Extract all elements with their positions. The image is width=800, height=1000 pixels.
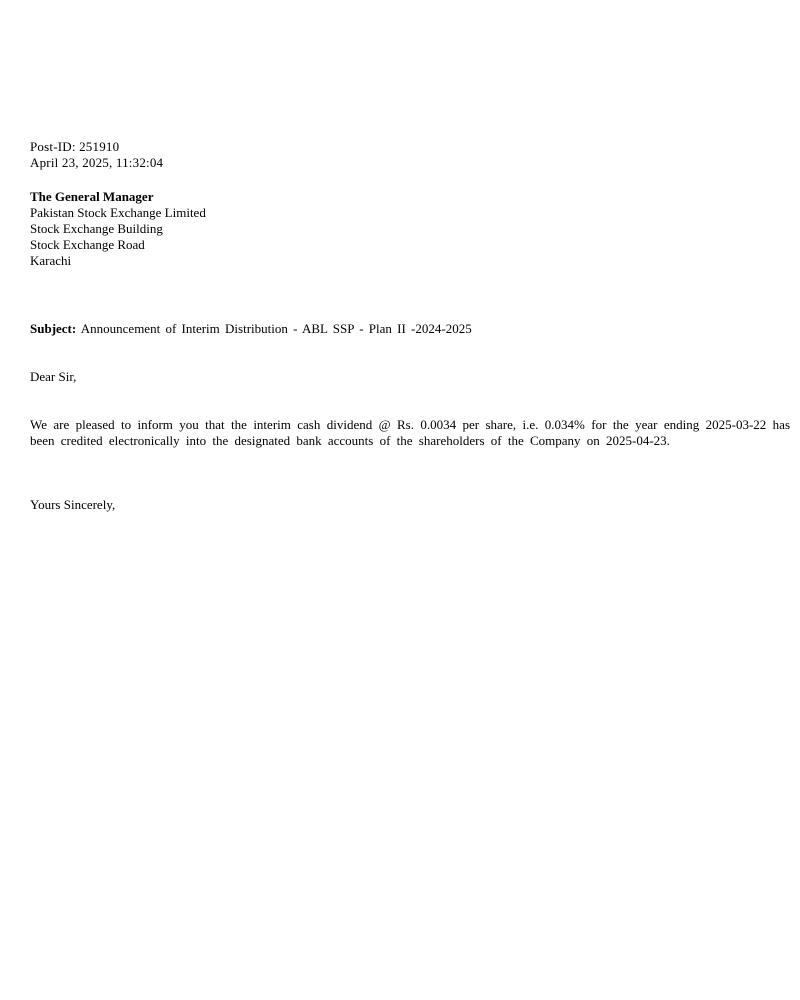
recipient-block xyxy=(30,189,790,269)
post-datetime: April 23, 2025, 11:32:04 xyxy=(30,155,164,170)
subject-line xyxy=(30,321,790,337)
salutation: Dear Sir, xyxy=(30,369,77,384)
post-id: Post-ID: 251910 xyxy=(30,139,120,154)
subject-label: Subject: xyxy=(30,321,77,336)
closing: Yours Sincerely, xyxy=(30,497,116,512)
recipient-address-line-3: Stock Exchange Road xyxy=(30,237,145,252)
body-paragraph: We are pleased to inform you that the interim cash dividend @ Rs. 0.0034 per share, i.e. 0.034% for the year ending 2025-03-22 has been credited electronically into the designated bank accounts of the shareholders of the Company on 2025-04-23. xyxy=(30,417,790,448)
recipient-name: The General Manager xyxy=(30,189,154,204)
recipient-address-line-1: Pakistan Stock Exchange Limited xyxy=(30,205,206,220)
subject-text: Announcement of Interim Distribution - ABL SSP - Plan II -2024-2025 xyxy=(80,321,472,336)
recipient-address-line-2: Stock Exchange Building xyxy=(30,221,163,236)
post-meta-block xyxy=(30,139,790,171)
recipient-address-line-4: Karachi xyxy=(30,253,72,268)
